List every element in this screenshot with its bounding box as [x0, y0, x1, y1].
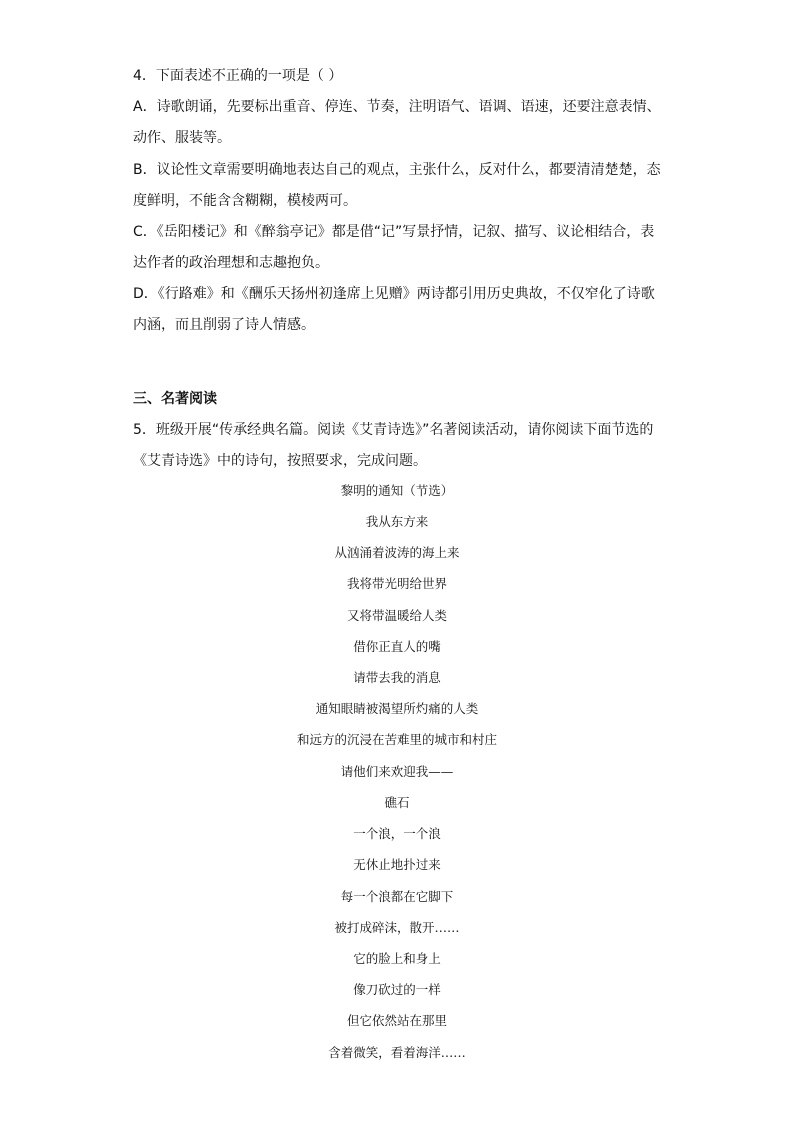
poem-line: 它的脸上和身上 [353, 951, 441, 966]
question-5-intro-line-1: 5．班级开展“传承经典名篇。阅读《艾青诗选》”名著阅读活动，请你阅读下面节选的 [133, 422, 654, 438]
poem-line: 请他们来欢迎我—— [340, 764, 454, 779]
poem-subtitle: 礁石 [384, 795, 410, 810]
poem-line: 借你正直人的嘴 [353, 639, 441, 654]
poem-line: 被打成碎沫，散开…… [334, 920, 460, 935]
poem-line: 我从东方来 [365, 514, 429, 529]
poem-title: 黎明的通知（节选） [340, 483, 454, 498]
poem-line: 从汹涌着波涛的海上来 [334, 545, 460, 560]
option-d-line-2: 内涵，而且削弱了诗人情感。 [133, 317, 315, 333]
option-c-line-1: C．《岳阳楼记》和《醉翁亭记》都是借“记”写景抒情，记叙、描写、议论相结合，表 [133, 224, 655, 240]
poem-line: 通知眼睛被渴望所灼痛的人类 [315, 701, 479, 716]
poem-line: 一个浪，一个浪 [353, 826, 441, 841]
option-d-line-1: D．《行路难》和《酬乐天扬州初逢席上见赠》两诗都引用历史典故，不仅窄化了诗歌 [133, 286, 655, 302]
poem-line: 无休止地扑过来 [353, 857, 441, 872]
option-a-line-1: A．诗歌朗诵，先要标出重音、停连、节奏，注明语气、语调、语速，还要注意表情、 [133, 99, 661, 115]
option-a-line-2: 动作、服装等。 [133, 130, 231, 146]
option-c-line-2: 达作者的政治理想和志趣抱负。 [133, 255, 329, 271]
question-5-intro-line-2: 《艾青诗选》中的诗句，按照要求，完成问题。 [133, 453, 427, 469]
question-4-stem: 4．下面表述不正确的一项是（ ） [133, 68, 343, 84]
section-heading: 三、名著阅读 [133, 391, 217, 407]
poem-line: 但它依然站在那里 [346, 1013, 447, 1028]
poem-line: 又将带温暖给人类 [346, 608, 447, 623]
option-b-line-2: 度鲜明，不能含含糊糊，模棱两可。 [133, 193, 357, 209]
poem-line: 请带去我的消息 [353, 670, 441, 685]
poem-line: 像刀砍过的一样 [353, 982, 441, 997]
poem-line: 含着微笑，看着海洋…… [328, 1045, 466, 1060]
poem-line: 每一个浪都在它脚下 [340, 889, 454, 904]
poem-line: 我将带光明给世界 [346, 576, 447, 591]
poem-line: 和远方的沉浸在苦难里的城市和村庄 [296, 732, 497, 747]
option-b-line-1: B．议论性文章需要明确地表达自己的观点，主张什么，反对什么，都要清清楚楚，态 [133, 162, 661, 178]
